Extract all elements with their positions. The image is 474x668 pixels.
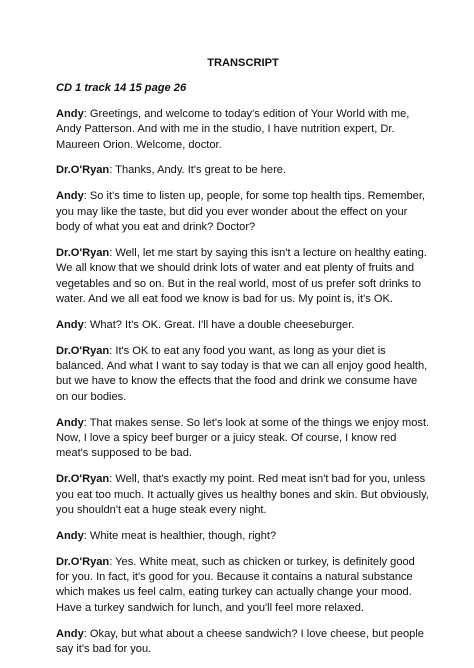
transcript-paragraph (56, 416, 430, 462)
paragraph-text: : Thanks, Andy. It's great to be here. (109, 164, 287, 177)
paragraph-text: : Greetings, and welcome to today's edition of Your World with me, Andy Patterson. And with me in the studio, I have nutrition expert, Dr. Maureen Orion. Welcome, doctor. (56, 107, 410, 151)
speaker-name: Dr.O'Ryan (56, 344, 110, 357)
transcript-paragraph (56, 529, 430, 544)
transcript-paragraph (56, 555, 430, 617)
transcript-paragraph (56, 472, 430, 518)
transcript-paragraph (56, 107, 430, 153)
speaker-name: Dr.O'Ryan (56, 473, 110, 486)
speaker-name: Andy (56, 318, 84, 331)
paragraph-text: : That makes sense. So let's look at some of the things we enjoy most. Now, I love a spicy beef burger or a juicy steak. Of course, I know red meat's supposed to be bad. (56, 416, 430, 460)
paragraph-text: : White meat is healthier, though, right? (83, 529, 277, 542)
transcript-paragraph (56, 163, 430, 178)
speaker-name: Dr.O'Ryan (56, 555, 110, 568)
paragraph-text: : Yes. White meat, such as chicken or turkey, is definitely good for you. In fact, it's good for you. Because it contains a natural substance which makes us feel calm, eating turkey can actually change your mood. Have a turkey sandwich for lunch, and you'll feel more relaxed. (56, 555, 415, 614)
speaker-name: Andy (56, 627, 84, 640)
speaker-name: Dr.O'Ryan (56, 164, 110, 177)
speaker-name: Andy (56, 107, 84, 120)
paragraph-text: : What? It's OK. Great. I'll have a double cheeseburger. (83, 318, 355, 331)
speaker-name: Andy (56, 529, 84, 542)
transcript-paragraph (56, 246, 430, 308)
speaker-name: Andy (56, 416, 84, 429)
paragraph-text: : It's OK to eat any food you want, as long as your diet is balanced. And what I want to say today is that we can all enjoy good health, but we have to know the effects that the food and drink we consume have on our bodies. (56, 344, 428, 403)
speaker-name: Dr.O'Ryan (56, 246, 110, 259)
document-title: TRANSCRIPT (207, 57, 279, 69)
paragraph-text: : Okay, but what about a cheese sandwich? I love cheese, but people say it's bad for you. (56, 627, 424, 656)
document-subtitle: CD 1 track 14 15 page 26 (56, 82, 187, 95)
transcript-body (56, 56, 430, 668)
paragraph-text: : Well, that's exactly my point. Red meat isn't bad for you, unless you eat too much. It actually gives us healthy bones and skin. But obviously, you shouldn't eat a huge steak every night. (56, 473, 429, 517)
transcript-paragraph (56, 344, 430, 406)
paragraph-text: : Well, let me start by saying this isn't a lecture on healthy eating. We all know that we should drink lots of water and eat plenty of fruits and vegetables and so on. But in the real world, most of us prefer soft drinks to water. And we all eat food we know is bad for us. My point is, it's OK. (56, 246, 427, 306)
transcript-paragraph (56, 318, 430, 333)
transcript-paragraph (56, 627, 430, 658)
speaker-name: Andy (56, 190, 84, 203)
transcript-paragraph (56, 189, 430, 235)
paragraph-text: : So it's time to listen up, people, for some top health tips. Remember, you may like the taste, but did you ever wonder about the effect on your body of what you eat and drink? Doctor? (56, 190, 425, 234)
